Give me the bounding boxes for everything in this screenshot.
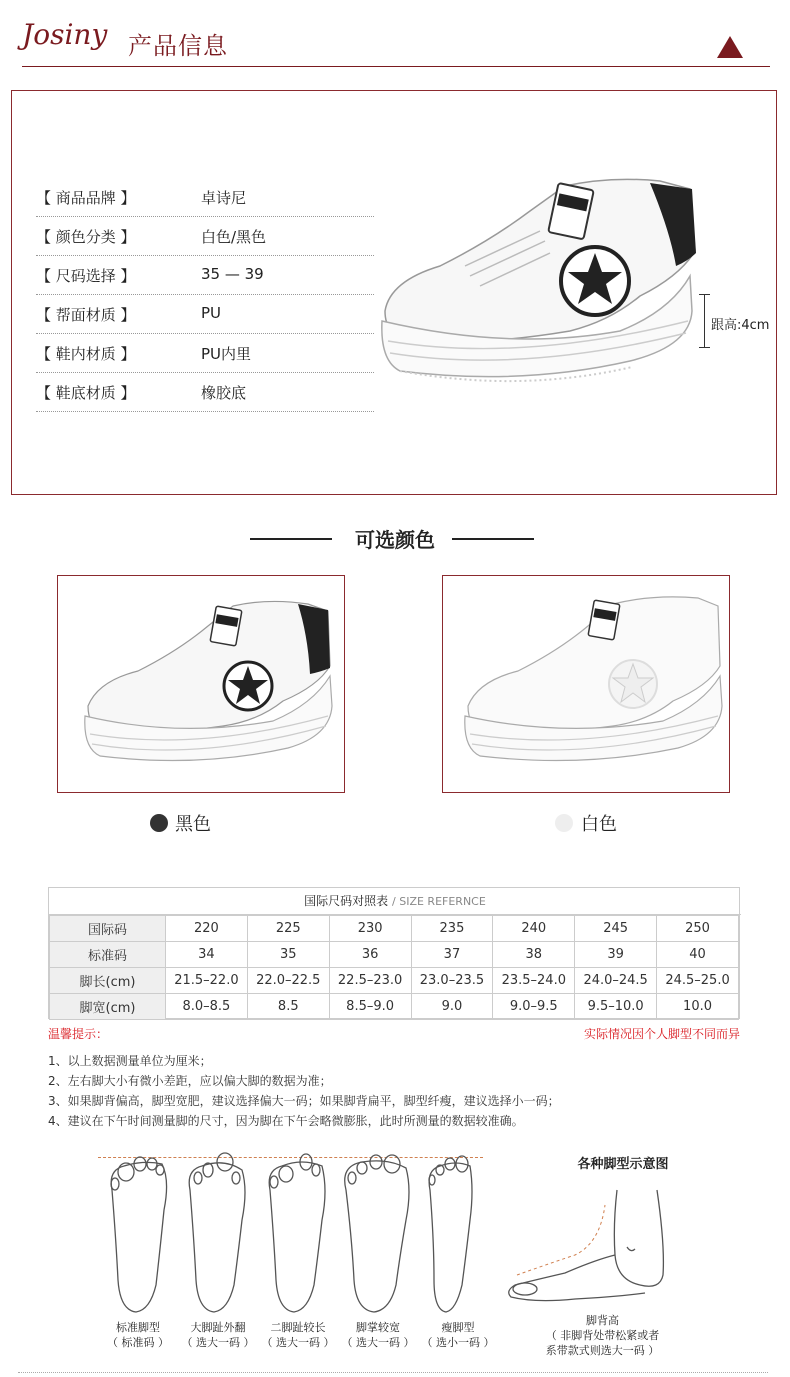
foot-type-label [416,1320,500,1350]
color-name-white[interactable]: 白色 [581,814,617,835]
note-item: 4、建议在下午时间测量脚的尺寸，因为脚在下午会略微膨胀，此时所测量的数据较准确。 [48,1114,524,1128]
spec-row-color [36,218,374,256]
size-table-cell: 10.0 [657,994,739,1020]
size-table-title-text: 国际尺码对照表 [304,894,389,908]
size-table-cell: 230 [329,916,411,942]
foot-diagram-title: 各种脚型示意图 [577,1157,669,1172]
size-table-cell: 23.5–24.0 [493,968,575,994]
note-item: 3、如果脚背偏高，脚型宽肥，建议选择偏大一码；如果脚背扁平，脚型纤瘦，建议选择小一码； [48,1094,560,1108]
size-table-cell: 9.0–9.5 [493,994,575,1020]
heel-height-label: 跟高:4cm [711,318,770,333]
foot-type-advice: （ 选大一码 ） [181,1336,255,1349]
size-table-row [50,942,739,968]
size-table-cell: 235 [411,916,493,942]
spec-divider [36,333,374,334]
tips-heading: 温馨提示： [48,1027,109,1041]
page-title: 产品信息 [128,32,228,60]
size-table-cell: 8.5–9.0 [329,994,411,1020]
sneaker-black-image [58,576,344,792]
product-info-panel [11,90,777,495]
size-table-row [50,968,739,994]
spec-value: 35 — 39 [201,265,264,283]
heel-measure-bar [704,294,705,348]
instep-advice-1: （ 非脚背处带松紧或者 [545,1329,660,1342]
instep-title: 脚背高 [586,1314,619,1327]
instep-label [520,1313,685,1358]
foot-type-label [336,1320,420,1350]
size-table-cell: 23.0–23.5 [411,968,493,994]
bottom-divider [18,1372,768,1373]
note-item: 2、左右脚大小有微小差距，应以偏大脚的数据为准； [48,1074,332,1088]
spec-label: 【 颜色分类 】 [36,228,136,246]
color-dot-white[interactable] [555,814,573,832]
size-table-cell: 250 [657,916,739,942]
foot-type-name: 二脚趾较长 [270,1321,326,1334]
foot-types-illustration [100,1150,500,1315]
spec-row-size [36,257,374,295]
size-table-cell: 8.5 [247,994,329,1020]
colors-section-title: 可选颜色 [355,528,435,552]
size-table-cell: 39 [575,942,657,968]
spec-value: 白色/黑色 [201,228,267,246]
spec-divider [36,372,374,373]
spec-label: 【 帮面材质 】 [36,306,136,324]
size-table-row [50,994,739,1020]
size-table-row-header: 脚宽(cm) [50,994,166,1020]
foot-type-name: 脚掌较宽 [356,1321,400,1334]
spec-value: PU [201,304,222,322]
spec-row-brand [36,179,374,217]
foot-type-advice: （ 选大一码 ） [261,1336,335,1349]
spec-row-lining [36,335,374,373]
note-item: 1、以上数据测量单位为厘米； [48,1054,212,1068]
spec-divider [36,294,374,295]
foot-type-label [96,1320,180,1350]
size-table-cell: 21.5–22.0 [166,968,248,994]
color-dot-black[interactable] [150,814,168,832]
size-table-cell: 9.5–10.0 [575,994,657,1020]
size-table-cell: 37 [411,942,493,968]
size-table-cell: 34 [166,942,248,968]
foot-type-advice: （ 选小一码 ） [421,1336,495,1349]
color-option-white-image[interactable] [442,575,730,793]
header-divider [22,66,770,67]
size-table-cell: 22.5–23.0 [329,968,411,994]
size-table-row-header: 国际码 [50,916,166,942]
spec-label: 【 商品品牌 】 [36,189,136,207]
size-table-grid [49,915,739,1020]
size-table-row-header: 脚长(cm) [50,968,166,994]
foot-type-label [256,1320,340,1350]
spec-label: 【 尺码选择 】 [36,267,136,285]
size-table-title [49,888,741,915]
size-table-cell: 240 [493,916,575,942]
foot-type-label [176,1320,260,1350]
size-table [48,887,740,1019]
size-table-cell: 35 [247,942,329,968]
spec-divider [36,216,374,217]
foot-type-advice: （ 选大一码 ） [341,1336,415,1349]
foot-type-advice: （ 标准码 ） [107,1336,169,1349]
size-table-cell: 220 [166,916,248,942]
heel-measure-cap [699,294,710,295]
size-table-cell: 24.0–24.5 [575,968,657,994]
spec-divider [36,411,374,412]
size-table-cell: 9.0 [411,994,493,1020]
instep-foot-illustration [505,1185,670,1310]
spec-divider [36,255,374,256]
spec-value: PU内里 [201,345,252,363]
instep-advice-2: 系带款式则选大一码 ） [545,1344,660,1357]
spec-label: 【 鞋内材质 】 [36,345,136,363]
heel-measure-cap [699,347,710,348]
size-table-row-header: 标准码 [50,942,166,968]
size-table-cell: 22.0–22.5 [247,968,329,994]
foot-type-name: 大脚趾外翻 [190,1321,246,1334]
sneaker-main-image [370,171,700,396]
size-table-cell: 8.0–8.5 [166,994,248,1020]
tips-disclaimer: 实际情况因个人脚型不同而异 [583,1027,740,1041]
size-table-cell: 245 [575,916,657,942]
size-table-cell: 24.5–25.0 [657,968,739,994]
size-table-cell: 225 [247,916,329,942]
foot-type-name: 瘦脚型 [441,1321,475,1334]
foot-type-name: 标准脚型 [116,1321,160,1334]
color-name-black[interactable]: 黑色 [175,814,211,835]
section-divider-right [452,538,534,540]
size-table-cell: 36 [329,942,411,968]
spec-row-upper [36,296,374,334]
spec-value: 橡胶底 [201,384,247,402]
size-table-cell: 38 [493,942,575,968]
color-option-black-image[interactable] [57,575,345,793]
size-table-subtitle: / SIZE REFERNCE [392,895,486,908]
spec-value: 卓诗尼 [201,189,247,207]
size-table-row [50,916,739,942]
brand-logo: Josiny [22,18,108,51]
size-table-cell: 40 [657,942,739,968]
triangle-icon [717,36,743,58]
spec-row-sole [36,374,374,412]
sneaker-white-image [443,576,729,792]
spec-label: 【 鞋底材质 】 [36,384,136,402]
